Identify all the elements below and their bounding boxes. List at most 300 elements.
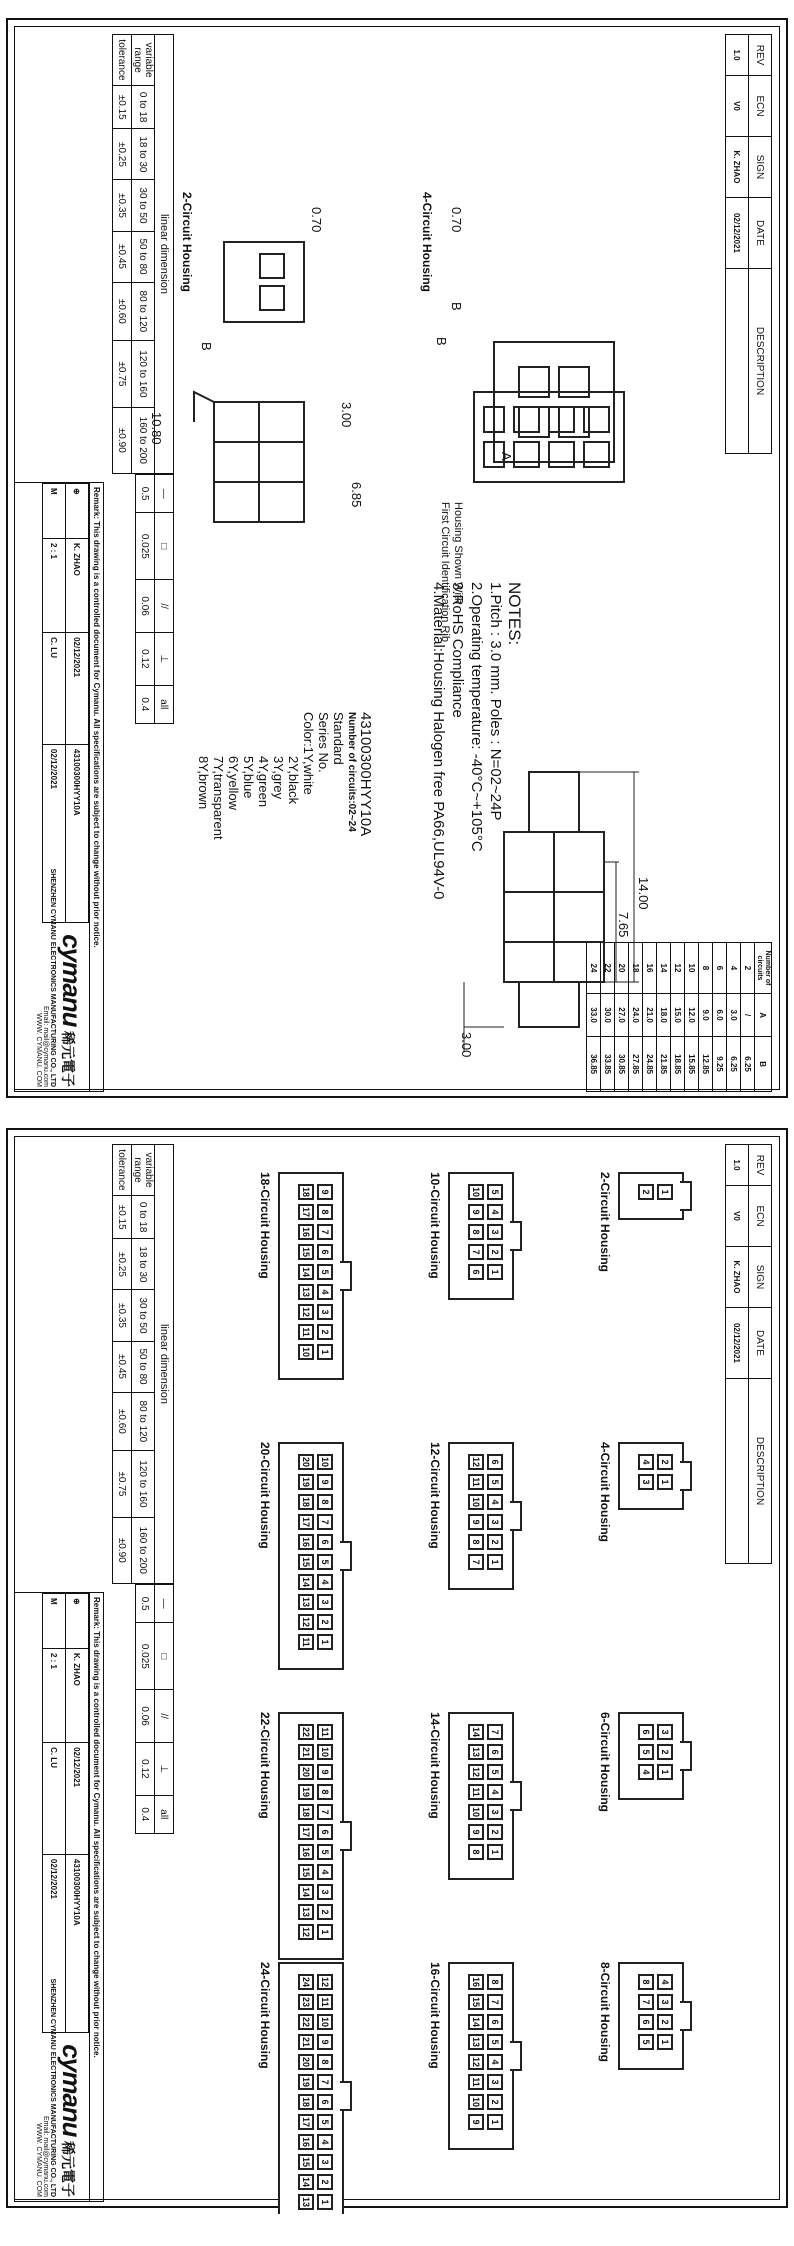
circuits-cell: 6 (713, 943, 727, 994)
pin-cavity: 9 (468, 1514, 484, 1530)
circuit-table-row (727, 943, 741, 1092)
geo-value-row (136, 475, 155, 724)
tb-r2-m: M (43, 484, 66, 539)
pin-cavity: 2 (657, 2014, 673, 2030)
title-block (14, 482, 104, 1092)
range-2-3: 50 to 80 (132, 1341, 155, 1392)
note-2: 2.Operating temperature: -40°C~+105°C (468, 582, 485, 852)
latch-tab (680, 1181, 692, 1211)
sign-value-2: K. ZHAO (726, 1247, 749, 1308)
side-elevation-view (174, 382, 324, 542)
pin-cavity: 13 (468, 1744, 484, 1760)
pin-cavity: 15 (298, 2154, 314, 2170)
pin-cavity: 6 (317, 1244, 333, 1260)
a-cell: 6.0 (713, 994, 727, 1037)
pin-grid (298, 1974, 333, 2211)
pin-cavity: 1 (317, 1924, 333, 1940)
pin-cavity: 5 (487, 1474, 503, 1490)
pin-cavity: 3 (317, 1884, 333, 1900)
range-3: 50 to 80 (132, 231, 155, 282)
pin-cavity: 12 (298, 1304, 314, 1320)
circuit-housing (278, 1962, 344, 2214)
company-name-2: SHENZHEN CYMANU ELECTRONICS MANUFACTURING CO., LTD (49, 1978, 56, 2197)
pin-cavity: 2 (317, 1614, 333, 1630)
pin-cavity: 3 (487, 1804, 503, 1820)
pin-cavity: 8 (317, 2054, 333, 2070)
housing-views-area (184, 1152, 714, 2207)
pin-cavity: 3 (657, 1994, 673, 2010)
remark-text: Remark: This drawing is a controlled document for Cymanu. All specifications are subject to change without prior notice. (89, 483, 103, 1091)
pin-cavity: 6 (487, 1454, 503, 1470)
dim-0-70-a: 0.70 (309, 207, 324, 233)
pin-cavity: 1 (317, 1634, 333, 1650)
pin-cavity: 5 (317, 1554, 333, 1570)
tol-2-0: ±0.15 (113, 1196, 132, 1239)
circuit-housing (618, 1712, 684, 1800)
a-cell: 3.0 (727, 994, 741, 1037)
tolerance-label: tolerance (113, 35, 132, 86)
range-2-0: 0 to 18 (132, 1196, 155, 1239)
pin-cavity: 12 (317, 1974, 333, 1990)
company-block (35, 869, 87, 1087)
tb2-row-2 (43, 1594, 66, 2033)
pin-cavity: 16 (298, 2134, 314, 2150)
pin-cavity: 4 (487, 1204, 503, 1220)
b-cell: 15.85 (685, 1037, 699, 1092)
pin-cavity: 18 (298, 1184, 314, 1200)
circuit-housing (618, 1962, 684, 2070)
tolerance-title: linear dimension (155, 35, 174, 474)
tolerance-table (112, 34, 174, 474)
note-3: 3.RoHS Compliance (449, 582, 466, 718)
circuits-cell: 16 (643, 943, 657, 994)
geo-symbol-3: ⊥ (155, 632, 174, 685)
pin-cavity: 1 (657, 1474, 673, 1490)
notes-title: NOTES: (505, 582, 524, 646)
dim-b-left: B (449, 302, 464, 311)
tol-2-4: ±0.60 (113, 1392, 132, 1451)
tb2-r1-sign: K. ZHAO (66, 1649, 89, 1743)
housing-label: 20-Circuit Housing (258, 1442, 272, 1549)
housing-label: 12-Circuit Housing (428, 1442, 442, 1549)
circuits-cell: 2 (741, 943, 755, 994)
geo-symbol-2: // (155, 580, 174, 633)
part-number-standard: Standard (331, 712, 346, 765)
description-value-2 (726, 1379, 749, 1564)
pin-cavity: 12 (468, 1764, 484, 1780)
geo2-3: 0.12 (136, 1742, 155, 1795)
pin-cavity: 9 (317, 1764, 333, 1780)
pin-cavity: 13 (298, 1594, 314, 1610)
a-cell: 18.0 (657, 994, 671, 1037)
pin-cavity: 7 (468, 1554, 484, 1570)
pin-cavity: 6 (317, 2094, 333, 2110)
date-header-2: DATE (749, 1308, 772, 1379)
title-block-table-2 (42, 1593, 89, 2033)
pin-cavity: 14 (298, 2174, 314, 2190)
pin-cavity: 11 (298, 1634, 314, 1650)
tolerance-value-row (113, 35, 132, 474)
tb2-r2-scale: 2 : 1 (43, 1649, 66, 1743)
multi-circuit-front-view (444, 382, 644, 502)
b-cell: 24.85 (643, 1037, 657, 1092)
pin-cavity: 11 (317, 1724, 333, 1740)
date-value: 02/12/2021 (726, 198, 749, 269)
b-header: B (755, 1037, 772, 1092)
pin-cavity: 10 (317, 1454, 333, 1470)
remark-text-2: Remark: This drawing is a controlled document for Cymanu. All specifications are subject to change without prior notice. (89, 1593, 103, 2201)
pin-cavity: 9 (317, 1474, 333, 1490)
tolerance-title-row (155, 35, 174, 474)
tol-4: ±0.60 (113, 282, 132, 341)
pin-cavity: 1 (317, 1344, 333, 1360)
pin-cavity: 22 (298, 1724, 314, 1740)
pin-grid (468, 1974, 503, 2131)
drawing-sheet-2 (0, 1122, 794, 2214)
b-cell: 21.85 (657, 1037, 671, 1092)
pin-cavity: 7 (317, 2074, 333, 2090)
a-cell: 9.0 (699, 994, 713, 1037)
housing-label: 4-Circuit Housing (598, 1442, 612, 1543)
sign-header-2: SIGN (749, 1247, 772, 1308)
pin-cavity: 8 (468, 1224, 484, 1240)
geometric-tolerance-table (135, 474, 174, 724)
latch-tab (510, 2041, 522, 2071)
range-2-5: 120 to 160 (132, 1451, 155, 1517)
dim-a: A (499, 452, 514, 461)
circuit-housing (278, 1172, 344, 1380)
part-number-block (196, 712, 374, 840)
pin-cavity: 6 (638, 1724, 654, 1740)
description-value (726, 269, 749, 454)
b-cell: 12.85 (699, 1037, 713, 1092)
housing-label: 14-Circuit Housing (428, 1712, 442, 1819)
latch-tab (680, 1461, 692, 1491)
revision-row (726, 35, 749, 454)
pin-cavity: 16 (468, 1974, 484, 1990)
pin-cavity: 14 (468, 2014, 484, 2030)
housing-label: 8-Circuit Housing (598, 1962, 612, 2063)
tolerance-table-2 (112, 1144, 174, 1584)
pin-cavity: 3 (487, 2074, 503, 2090)
pin-cavity: 8 (317, 1494, 333, 1510)
pin-cavity: 11 (298, 1324, 314, 1340)
pin-cavity: 1 (487, 1844, 503, 1860)
tb2-r1-pn: 43100300HYY10A (66, 1854, 89, 2032)
pin-cavity: 7 (317, 1514, 333, 1530)
pin-cavity: 9 (317, 1184, 333, 1200)
pin-cavity: 8 (468, 1534, 484, 1550)
pin-cavity: 1 (317, 2194, 333, 2210)
housing-label: 6-Circuit Housing (598, 1712, 612, 1813)
pin-cavity: 14 (298, 1264, 314, 1280)
tb-proj-icon: ⊕ (66, 484, 89, 539)
date-header: DATE (749, 198, 772, 269)
pin-grid (468, 1724, 503, 1861)
b-cell: 6.25 (727, 1037, 741, 1092)
circuit-table-row (699, 943, 713, 1092)
pin-cavity: 19 (298, 2074, 314, 2090)
pin-cavity: 4 (487, 2054, 503, 2070)
color-options-list (196, 712, 301, 840)
pin-grid (298, 1724, 333, 1941)
tb2-row-1 (66, 1594, 89, 2033)
pin-cavity: 6 (317, 1534, 333, 1550)
pin-cavity: 4 (638, 1764, 654, 1780)
pin-cavity: 16 (298, 1844, 314, 1860)
pin-cavity: 15 (298, 1554, 314, 1570)
two-circuit-front-view (204, 222, 324, 342)
pin-cavity: 20 (298, 1764, 314, 1780)
tol-2-1: ±0.25 (113, 1239, 132, 1290)
geo2-4: 0.4 (136, 1795, 155, 1833)
brand-cn-2: 稀元電子 (60, 2141, 76, 2197)
pin-cavity: 3 (487, 1224, 503, 1240)
tb-r1-pn: 43100300HYY10A (66, 744, 89, 922)
tb2-r2-m: M (43, 1594, 66, 1649)
notes-block (429, 582, 524, 962)
pin-cavity: 12 (468, 1454, 484, 1470)
pin-grid (638, 1974, 673, 2051)
pin-cavity: 2 (657, 1744, 673, 1760)
latch-tab (340, 1261, 352, 1291)
pin-grid (298, 1184, 333, 1361)
pin-cavity: 5 (317, 2114, 333, 2130)
pin-cavity: 19 (298, 1784, 314, 1800)
pin-cavity: 3 (317, 2154, 333, 2170)
circuits-cell: 22 (601, 943, 615, 994)
pin-cavity: 1 (487, 1264, 503, 1280)
pin-cavity: 11 (317, 1994, 333, 2010)
range-1: 18 to 30 (132, 129, 155, 180)
pin-cavity: 24 (298, 1974, 314, 1990)
pin-cavity: 12 (298, 1614, 314, 1630)
company-name: SHENZHEN CYMANU ELECTRONICS MANUFACTURING CO., LTD (49, 868, 56, 1087)
b-cell: 30.85 (615, 1037, 629, 1092)
dim-b-front: B (434, 337, 449, 346)
pin-cavity: 14 (298, 1884, 314, 1900)
pin-cavity: 2 (638, 1184, 654, 1200)
tb-row-2 (43, 484, 66, 923)
pin-cavity: 8 (317, 1784, 333, 1800)
b-cell: 27.85 (629, 1037, 643, 1092)
housing-label: 16-Circuit Housing (428, 1962, 442, 2069)
b-cell: 33.85 (601, 1037, 615, 1092)
color-option: 3Y,grey (271, 756, 286, 800)
pin-cavity: 9 (468, 2114, 484, 2130)
pin-cavity: 2 (317, 1324, 333, 1340)
brand-cn: 稀元電子 (60, 1031, 76, 1087)
b-cell: 9.25 (713, 1037, 727, 1092)
range-label-2: variable range (132, 1145, 155, 1196)
tol-2: ±0.35 (113, 180, 132, 231)
pin-grid (468, 1184, 503, 1281)
pin-cavity: 2 (487, 1824, 503, 1840)
pin-cavity: 4 (317, 1574, 333, 1590)
tol-2-5: ±0.75 (113, 1451, 132, 1517)
pin-cavity: 21 (298, 2034, 314, 2050)
revision-row-2 (726, 1145, 749, 1564)
pin-cavity: 19 (298, 1474, 314, 1490)
pin-cavity: 13 (298, 1904, 314, 1920)
circuit-housing (278, 1712, 344, 1960)
pin-cavity: 3 (657, 1724, 673, 1740)
dim-14-00: 14.00 (636, 877, 651, 910)
geo2-symbol-3: ⊥ (155, 1742, 174, 1795)
pin-cavity: 2 (317, 2174, 333, 2190)
geometric-tolerance-table-2 (135, 1584, 174, 1834)
pin-cavity: 1 (657, 2034, 673, 2050)
housing-label: 18-Circuit Housing (258, 1172, 272, 1279)
dim-0-70-b: 0.70 (449, 207, 464, 233)
company-website-2: WWW. CYMANU. COM (35, 2123, 42, 2197)
circuit-table-header (755, 943, 772, 1092)
pin-cavity: 17 (298, 1824, 314, 1840)
range-4: 80 to 120 (132, 282, 155, 341)
pin-cavity: 10 (317, 1744, 333, 1760)
tb-r2-scale: 2 : 1 (43, 539, 66, 633)
pin-cavity: 10 (468, 1804, 484, 1820)
pin-cavity: 17 (298, 1514, 314, 1530)
geo-4: 0.4 (136, 685, 155, 723)
pin-grid (298, 1454, 333, 1651)
pin-cavity: 17 (298, 1204, 314, 1220)
dim-7-65: 7.65 (616, 912, 631, 938)
color-option: 4Y,green (256, 756, 271, 808)
geo-3: 0.12 (136, 632, 155, 685)
a-cell: 24.0 (629, 994, 643, 1037)
description-header-2: DESCRIPTION (749, 1379, 772, 1564)
dim-3-00-top: 3.00 (339, 402, 354, 428)
circuits-cell: 24 (587, 943, 601, 994)
pin-cavity: 3 (638, 1474, 654, 1490)
pin-cavity: 5 (487, 2034, 503, 2050)
pin-cavity: 1 (657, 1184, 673, 1200)
a-cell: 30.0 (601, 994, 615, 1037)
pin-cavity: 13 (468, 2034, 484, 2050)
rev-value-2: 1.0 (726, 1145, 749, 1186)
rev-value: 1.0 (726, 35, 749, 76)
range-6: 160 to 200 (132, 407, 155, 473)
circuits-header: Number of circuits (755, 943, 772, 994)
latch-tab (510, 1781, 522, 1811)
sign-header: SIGN (749, 137, 772, 198)
pin-cavity: 6 (487, 2014, 503, 2030)
pin-cavity: 1 (657, 1764, 673, 1780)
pin-cavity: 7 (317, 1224, 333, 1240)
company-email-2: Email: mail@cymanu.com (42, 2115, 49, 2197)
tb-r1-date: 02/12/2021 (66, 633, 89, 745)
housing-label: 24-Circuit Housing (258, 1962, 272, 2069)
b-cell: 36.85 (587, 1037, 601, 1092)
tol-0: ±0.15 (113, 86, 132, 129)
pin-cavity: 7 (468, 1244, 484, 1260)
pin-cavity: 2 (317, 1904, 333, 1920)
pin-cavity: 15 (298, 1864, 314, 1880)
circuit-table-row (741, 943, 755, 1092)
tb2-r2-sign: C. LU (43, 1743, 66, 1855)
pin-cavity: 17 (298, 2114, 314, 2130)
title-block-2 (14, 1592, 104, 2202)
pin-cavity: 22 (298, 2014, 314, 2030)
pin-cavity: 3 (317, 1594, 333, 1610)
range-2-4: 80 to 120 (132, 1392, 155, 1451)
range-2: 30 to 50 (132, 180, 155, 231)
pin-cavity: 18 (298, 1494, 314, 1510)
pin-cavity: 5 (317, 1264, 333, 1280)
latch-tab (340, 2081, 352, 2111)
dim-6-85: 6.85 (349, 482, 364, 508)
brand-logo: cymanu (57, 934, 87, 1027)
tolerance-label-2: tolerance (113, 1145, 132, 1196)
circuit-housing (618, 1172, 684, 1220)
pin-cavity: 10 (468, 2094, 484, 2110)
pin-cavity: 5 (638, 1744, 654, 1760)
pin-grid (638, 1724, 673, 1781)
pin-cavity: 18 (298, 1804, 314, 1820)
pin-cavity: 16 (298, 1224, 314, 1240)
part-number-series: Series No. (316, 712, 331, 773)
housing-label: 10-Circuit Housing (428, 1172, 442, 1279)
pin-cavity: 7 (487, 1994, 503, 2010)
b-cell: 18.85 (671, 1037, 685, 1092)
circuits-cell: 4 (727, 943, 741, 994)
pin-cavity: 3 (487, 1514, 503, 1530)
tb2-r2-date: 02/12/2021 (43, 1854, 66, 2032)
pin-cavity: 7 (317, 1804, 333, 1820)
range-2-2: 30 to 50 (132, 1290, 155, 1341)
pin-cavity: 2 (487, 1244, 503, 1260)
pin-cavity: 10 (468, 1184, 484, 1200)
tolerance-value-row-2 (113, 1145, 132, 1584)
pin-cavity: 4 (317, 1284, 333, 1300)
range-5: 120 to 160 (132, 341, 155, 407)
ecn-header-2: ECN (749, 1186, 772, 1247)
color-option: 6Y,yellow (226, 756, 241, 810)
geo2-2: 0.06 (136, 1690, 155, 1743)
tol-3: ±0.45 (113, 231, 132, 282)
tol-2-3: ±0.45 (113, 1341, 132, 1392)
brand-logo-2: cymanu (57, 2044, 87, 2137)
pin-cavity: 9 (317, 2034, 333, 2050)
dim-b-two: B (199, 342, 214, 351)
tb2-proj-icon: ⊕ (66, 1594, 89, 1649)
date-value-2: 02/12/2021 (726, 1308, 749, 1379)
ecn-value-2: V0 (726, 1186, 749, 1247)
circuits-cell: 20 (615, 943, 629, 994)
pin-cavity: 12 (468, 2054, 484, 2070)
part-number-code: 43100300HYY10A (357, 712, 374, 837)
range-2-1: 18 to 30 (132, 1239, 155, 1290)
callout-line-2: First Circuit Identification Rib (439, 502, 451, 642)
four-circuit-label: 4-Circuit Housing (420, 192, 434, 293)
geo-0: 0.5 (136, 475, 155, 513)
part-number-circuits: Number of circuits:02~24 (346, 712, 357, 832)
dim-10-80: 10.80 (149, 412, 164, 445)
pin-cavity: 5 (487, 1764, 503, 1780)
geo2-1: 0.025 (136, 1623, 155, 1690)
a-cell: 21.0 (643, 994, 657, 1037)
circuits-cell: 14 (657, 943, 671, 994)
pin-cavity: 15 (468, 1994, 484, 2010)
circuits-cell: 18 (629, 943, 643, 994)
pin-cavity: 3 (317, 1304, 333, 1320)
pin-cavity: 21 (298, 1744, 314, 1760)
circuit-table-row (713, 943, 727, 1092)
housing-label: 22-Circuit Housing (258, 1712, 272, 1819)
pin-cavity: 20 (298, 2054, 314, 2070)
pin-cavity: 10 (298, 1344, 314, 1360)
